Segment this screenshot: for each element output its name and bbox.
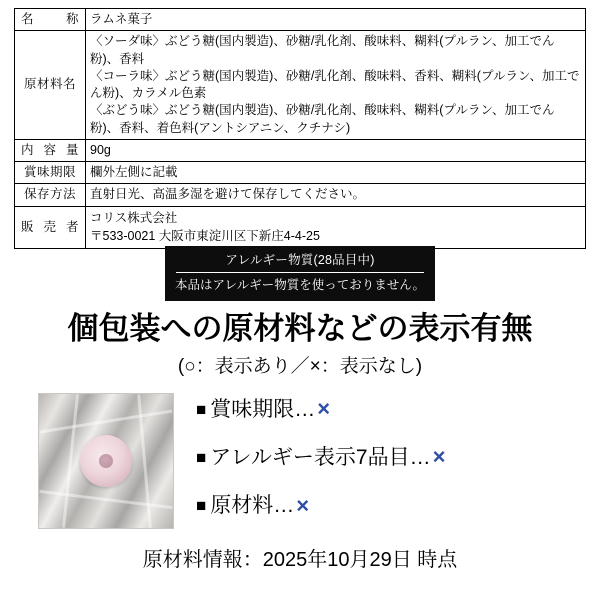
row-value-ingredients <box>86 31 586 140</box>
row-value-storage: 直射日光、高温多湿を避けて保存してください。 <box>86 184 586 206</box>
list-item-label: 原材料… <box>210 494 295 518</box>
row-value-seller <box>86 206 586 249</box>
product-spec-table <box>14 8 586 249</box>
ingredients-line-cola: 〈コーラ味〉ぶどう糖(国内製造)、砂糖/乳化剤、酸味料、香料、糊料(プルラン、加工でん粉)、カラメル色素 <box>90 68 580 100</box>
status-badge: × <box>296 492 310 518</box>
allergy-band-divider <box>176 272 424 273</box>
table-row <box>15 206 586 249</box>
candy-photo <box>38 393 174 529</box>
table-row <box>15 184 586 206</box>
seller-company: コリス株式会社 <box>90 210 178 225</box>
table-row <box>15 9 586 31</box>
list-item <box>196 444 596 470</box>
candy-shape <box>80 435 132 487</box>
list-item <box>196 493 596 519</box>
candy-center <box>99 454 113 468</box>
allergy-band-note: 本品はアレルギー物質を使っておりません。 <box>175 278 425 293</box>
status-badge: × <box>317 396 331 421</box>
list-item-label: アレルギー表示7品目… <box>210 445 431 469</box>
status-badge: × <box>432 444 446 470</box>
list-item <box>196 396 596 422</box>
wrapper-fold <box>40 410 173 434</box>
ingredients-line-soda: 〈ソーダ味〉ぶどう糖(国内製造)、砂糖/乳化剤、酸味料、糊料(プルラン、加工でん粉)、香料 <box>90 34 555 66</box>
allergy-info-band <box>166 247 434 300</box>
table-row <box>15 139 586 161</box>
row-label-netweight: 内 容 量 <box>15 139 86 161</box>
ingredients-line-grape: 〈ぶどう味〉ぶどう糖(国内製造)、砂糖/乳化剤、酸味料、糊料(プルラン、加工でん粉)、香料、着色料(アントシアニン、クチナシ) <box>90 103 555 135</box>
row-label-seller: 販 売 者 <box>15 206 86 249</box>
list-item-label: 賞味期限… <box>210 397 316 421</box>
wrapper-fold <box>62 394 79 528</box>
bullet-square-icon: ■ <box>196 399 207 419</box>
bullet-square-icon: ■ <box>196 448 207 468</box>
wrapper-fold <box>39 490 172 509</box>
page-title: 個包装への原材料などの表示有無 <box>67 311 533 346</box>
indication-list <box>196 396 596 541</box>
row-label-name: 名 称 <box>15 9 86 31</box>
row-value-netweight: 90g <box>86 139 586 161</box>
row-value-name: ラムネ菓子 <box>86 9 586 31</box>
bullet-square-icon: ■ <box>196 496 207 516</box>
table-row <box>15 31 586 140</box>
seller-address: 〒533-0021 大阪市東淀川区下新庄4-4-25 <box>90 229 320 244</box>
ingredient-info-date: 原材料情報：2025年10月29日 時点 <box>142 549 458 571</box>
page-subtitle: (○：表示あり／×：表示なし) <box>177 356 423 377</box>
row-value-bestbefore: 欄外左側に記載 <box>86 162 586 184</box>
row-label-ingredients: 原材料名 <box>15 31 86 140</box>
table-row <box>15 162 586 184</box>
row-label-bestbefore: 賞味期限 <box>15 162 86 184</box>
row-label-storage: 保存方法 <box>15 184 86 206</box>
allergy-band-title: アレルギー物質(28品目中) <box>225 253 375 267</box>
